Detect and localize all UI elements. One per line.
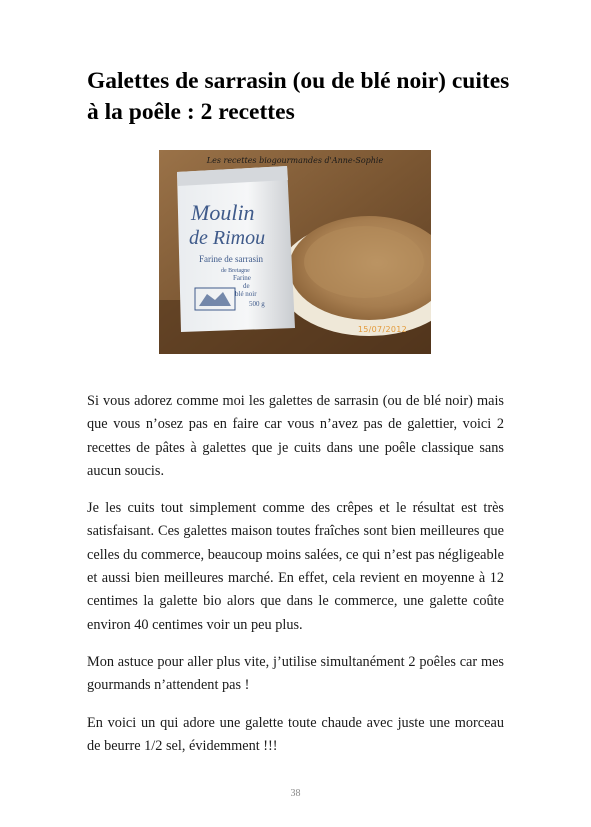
flour-bag-and-galettes-image bbox=[159, 150, 431, 354]
recipe-photo bbox=[159, 150, 431, 354]
bag-product-line1: Farine de sarrasin bbox=[199, 254, 263, 264]
paragraph: Je les cuits tout simplement comme des crêpes et le résultat est très satisfaisant. Ces galettes maison toutes fraîches sont bien meilleures que celles du commerce, beaucoup moins salées, ce qui n’est pas négligeable et aussi bien meilleures marché. En effet, cela revient en moyenne à 12 centimes la galette bio alors que dans le commerce, une galette coûte environ 40 centimes voir un peu plus. bbox=[87, 500, 504, 633]
paragraph: Mon astuce pour aller plus vite, j’utilise simultanément 2 poêles car mes gourmands n’attendent pas ! bbox=[87, 653, 504, 694]
bag-brand-line1: Moulin bbox=[191, 200, 255, 225]
paragraph: En voici un qui adore une galette toute chaude avec juste une morceau de beurre 1/2 sel, évidemment !!! bbox=[87, 714, 504, 754]
bag-product-line4: de bbox=[243, 282, 250, 290]
bag-product-line5: blé noir bbox=[235, 290, 257, 298]
photo-date-stamp: 15/07/2012 bbox=[357, 325, 407, 334]
page-number: 38 bbox=[290, 788, 301, 799]
bag-weight: 500 g bbox=[249, 300, 265, 308]
bag-product-line3: Farine bbox=[233, 274, 251, 282]
paragraph: Si vous adorez comme moi les galettes de sarrasin (ou de blé noir) mais que vous n’osez pas en faire car vous n’avez pas de galettier, voici 2 recettes de pâtes à galettes que je cuits dans une poêle classique sans aucun soucis. bbox=[87, 393, 504, 479]
bag-product-line2: de Bretagne bbox=[221, 268, 250, 274]
article-body bbox=[87, 390, 504, 772]
photo-caption: Les recettes biogourmandes d'Anne-Sophie bbox=[206, 156, 384, 165]
page-title: Galettes de sarrasin (ou de blé noir) cuites à la poêle : 2 recettes bbox=[87, 68, 510, 125]
bag-brand-line2: de Rimou bbox=[189, 227, 266, 249]
